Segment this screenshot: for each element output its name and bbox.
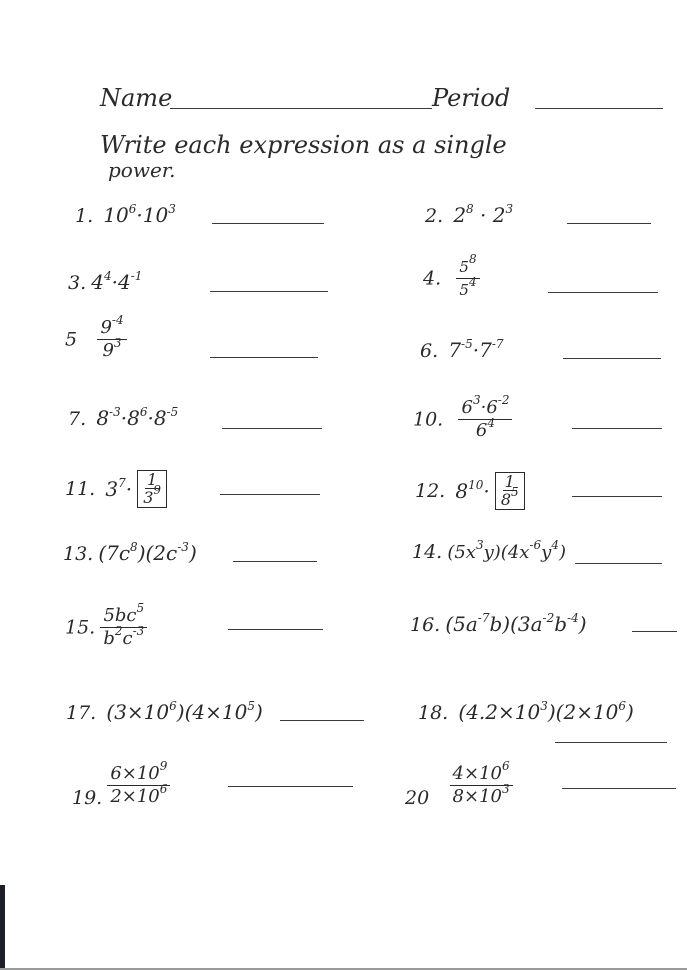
problem-20: 20 $\frac{4\times 10^6}{8\times 10^3}$ <box>405 764 513 809</box>
problem-3: 3. $4^4\cdot 4^{-1}$ <box>68 269 143 294</box>
problem-15: 15. $\frac{5bc^5}{b^2c^{-3}}$ <box>65 606 147 649</box>
answer-blank-11[interactable] <box>220 494 320 495</box>
problem-17: 17. $(3\times 10^6)(4\times 10^5)$ <box>66 699 263 724</box>
period-label: Period <box>432 84 511 112</box>
period-field[interactable] <box>535 108 663 109</box>
answer-blank-5[interactable] <box>210 357 318 358</box>
problem-19: 19. $\frac{6\times 10^9}{2\times 10^6}$ <box>72 764 170 809</box>
problem-11: 11. $3^7\cdot$ $\frac{1}{3^9}$ <box>65 470 167 508</box>
answer-blank-13[interactable] <box>233 561 317 562</box>
answer-blank-18[interactable] <box>555 742 667 743</box>
answer-blank-16[interactable] <box>632 631 677 632</box>
name-label: Name <box>100 84 173 112</box>
problem-1: 1. $10^6\cdot 10^3$ <box>75 202 176 227</box>
answer-blank-6[interactable] <box>563 358 661 359</box>
problem-13: 13. $(7c^8)(2c^{-3})$ <box>63 540 197 565</box>
answer-blank-20[interactable] <box>562 788 676 789</box>
problem-14: 14. $(5x^3y)(4x^{-6}y^4)$ <box>412 538 566 563</box>
answer-blank-1[interactable] <box>212 223 324 224</box>
problem-18: 18. $(4.2\times 10^3)(2\times 10^6)$ <box>418 699 634 724</box>
problem-10: 10. $\frac{6^3\cdot 6^{-2}}{6^4}$ <box>413 398 512 441</box>
instructions-line-2: power. <box>108 158 176 182</box>
name-field[interactable] <box>170 108 432 109</box>
problem-4: 4. $\frac{5^8}{5^4}$ <box>423 257 480 300</box>
answer-blank-7[interactable] <box>222 428 322 429</box>
answer-blank-17[interactable] <box>280 720 364 721</box>
answer-blank-12[interactable] <box>572 496 662 497</box>
answer-blank-10[interactable] <box>572 428 662 429</box>
problem-6: 6. $7^{-5}\cdot 7^{-7}$ <box>420 337 504 362</box>
problem-7: 7. $8^{-3}\cdot 8^6\cdot 8^{-5}$ <box>68 405 179 430</box>
answer-blank-4[interactable] <box>548 292 658 293</box>
instructions-line-1: Write each expression as a single <box>100 131 507 159</box>
problem-12: 12. $8^{10}\cdot$ $\frac{1}{8^5}$ <box>415 472 525 510</box>
answer-blank-3[interactable] <box>210 291 328 292</box>
answer-blank-15[interactable] <box>228 629 323 630</box>
problem-2: 2. $2^8 \cdot 2^3$ <box>425 202 514 227</box>
answer-blank-2[interactable] <box>567 223 651 224</box>
problem-5: 5 $\frac{9^{-4}}{9^3}$ <box>65 318 127 361</box>
problem-16: 16. $(5a^{-7}b)(3a^{-2}b^{-4})$ <box>410 611 587 636</box>
answer-blank-19[interactable] <box>228 786 353 787</box>
answer-blank-14[interactable] <box>575 563 662 564</box>
scan-edge-left <box>0 885 5 970</box>
